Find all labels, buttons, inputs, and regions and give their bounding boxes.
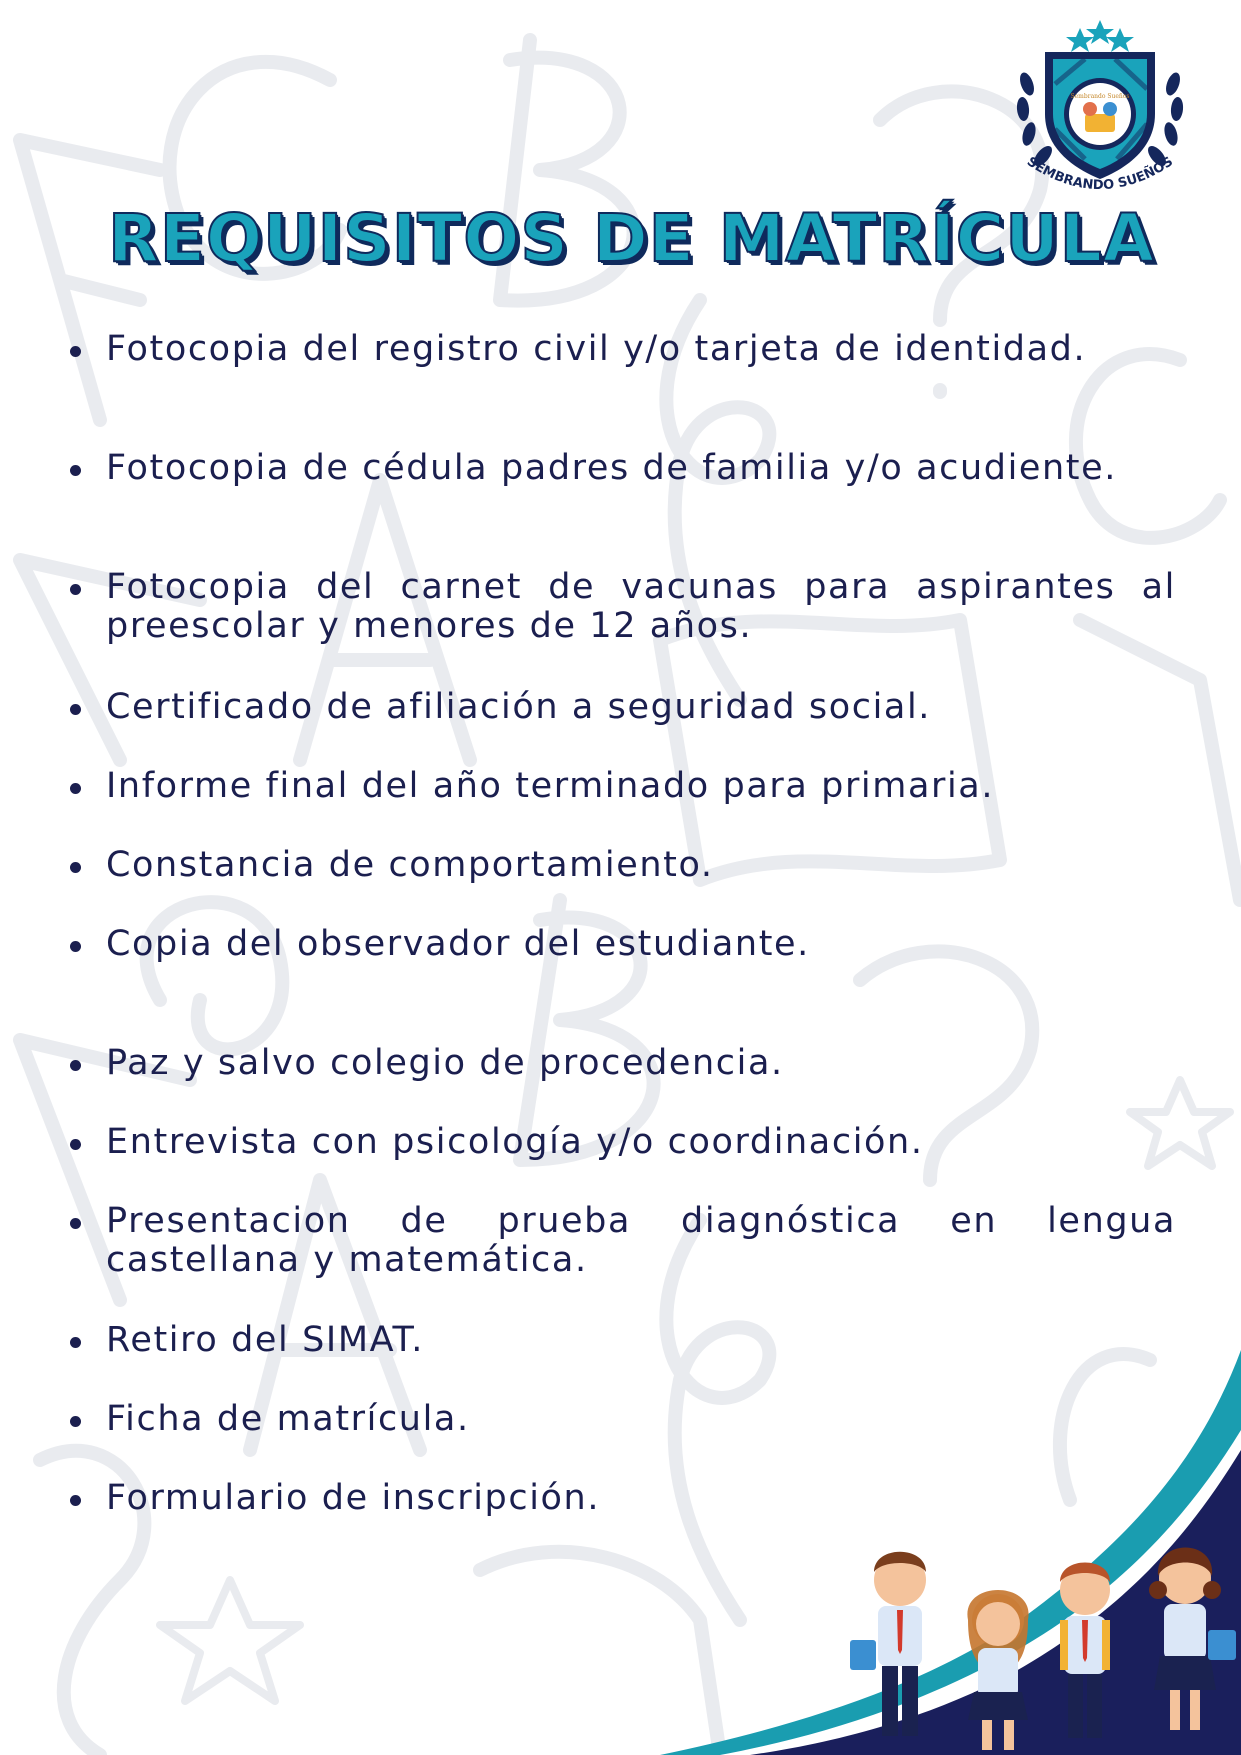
bullet <box>70 465 81 476</box>
school-crest-logo <box>1005 14 1195 204</box>
bullet <box>70 346 81 357</box>
list-item: Paz y salvo colegio de procedencia. <box>64 1044 1176 1083</box>
bullet <box>70 783 81 794</box>
bullet <box>70 862 81 873</box>
bullet <box>70 941 81 952</box>
bullet <box>70 1337 81 1348</box>
list-item: Fotocopia del carnet de vacunas para aspirantes al preescolar y menores de 12 años. <box>64 568 1176 646</box>
bullet <box>70 584 81 595</box>
list-item: Formulario de inscripción. <box>64 1479 1176 1518</box>
list-item: Constancia de comportamiento. <box>64 846 1176 885</box>
page-title: REQUISITOS DE MATRÍCULA <box>108 200 1155 277</box>
bullet <box>70 1139 81 1150</box>
crest-inner-text: Sembrando Sueños <box>1070 93 1130 100</box>
list-item: Presentacion de prueba diagnóstica en lengua castellana y matemática. <box>64 1202 1176 1280</box>
list-item: Ficha de matrícula. <box>64 1400 1176 1439</box>
list-item: Certificado de afiliación a seguridad social. <box>64 688 1176 727</box>
list-item: Fotocopia del registro civil y/o tarjeta de identidad. <box>64 330 1176 369</box>
list-item: Entrevista con psicología y/o coordinación. <box>64 1123 1176 1162</box>
students-illustration <box>660 1320 1241 1755</box>
bullet <box>70 704 81 715</box>
bullet <box>70 1060 81 1071</box>
bullet <box>70 1416 81 1427</box>
bullet <box>70 1495 81 1506</box>
list-item: Informe final del año terminado para primaria. <box>64 767 1176 806</box>
crest-school-name: SEMBRANDO SUEÑOS <box>1024 154 1176 194</box>
list-item: Retiro del SIMAT. <box>64 1321 1176 1360</box>
bullet <box>70 1218 81 1229</box>
list-item: Copia del observador del estudiante. <box>64 925 1176 964</box>
list-item: Fotocopia de cédula padres de familia y/o acudiente. <box>64 449 1176 488</box>
